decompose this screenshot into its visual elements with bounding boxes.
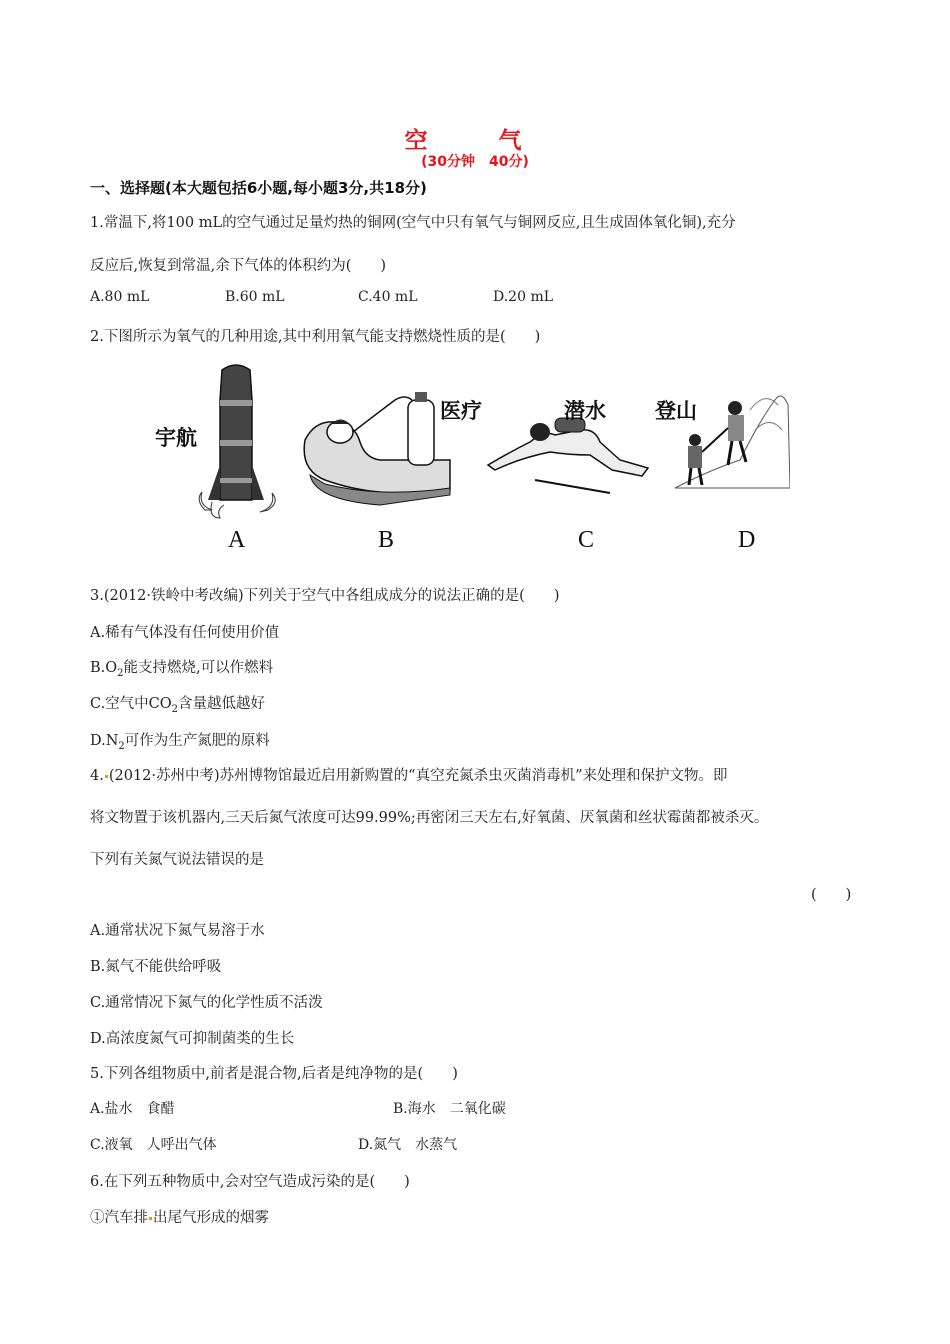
stray-mark-2 xyxy=(149,1217,152,1220)
label-mountaineering: 登山 xyxy=(655,399,697,423)
label-diving: 潜水 xyxy=(564,399,606,423)
q3-option-c-pre: C.空气中CO xyxy=(90,696,172,712)
q1-option-a: A.80 mL xyxy=(90,289,150,305)
letter-b: B xyxy=(378,527,395,553)
q4-line1-text: (2012·苏州中考)苏州博物馆最近启用新购置的“真空充氮杀虫灭菌消毒机”来处理和保护文物。即 xyxy=(108,768,728,784)
rocket-illustration xyxy=(199,365,275,518)
oxygen-uses-figure xyxy=(150,360,790,555)
q3-option-a: A.稀有气体没有任何使用价值 xyxy=(90,625,280,641)
q4-number: 4. xyxy=(90,768,104,784)
q6-item-1-post: 出尾气形成的烟雾 xyxy=(153,1210,269,1226)
section-heading: 一、选择题(本大题包括6小题,每小题3分,共18分) xyxy=(90,179,427,197)
q3-option-d-sub: 2 xyxy=(118,740,125,752)
letter-d: D xyxy=(738,527,756,553)
q1-option-d: D.20 mL xyxy=(493,289,554,305)
q1-option-c: C.40 mL xyxy=(358,289,418,305)
q5-option-d: D.氮气 水蒸气 xyxy=(358,1137,458,1153)
label-astronautics: 宇航 xyxy=(155,426,197,450)
q3-option-b xyxy=(90,656,273,679)
q3-text: 3.(2012·铁岭中考改编)下列关于空气中各组成成分的说法正确的是( ) xyxy=(90,588,560,604)
q3-option-b-sub: 2 xyxy=(117,667,124,679)
q6-text: 6.在下列五种物质中,会对空气造成污染的是( ) xyxy=(90,1174,410,1190)
q4-answer-paren: ( ) xyxy=(811,887,852,903)
q5-option-a: A.盐水 食醋 xyxy=(90,1101,175,1117)
q4-line1 xyxy=(90,764,728,785)
q4-option-b: B.氮气不能供给呼吸 xyxy=(90,959,222,975)
q3-option-d-post: 可作为生产氮肥的原料 xyxy=(124,733,270,749)
diver-illustration xyxy=(488,418,648,493)
q5-option-b: B.海水 二氧化碳 xyxy=(393,1101,506,1117)
q3-option-b-post: 能支持燃烧,可以作燃料 xyxy=(123,660,274,676)
q5-text: 5.下列各组物质中,前者是混合物,后者是纯净物的是( ) xyxy=(90,1066,458,1082)
q4-option-c: C.通常情况下氮气的化学性质不活泼 xyxy=(90,995,323,1011)
q3-option-c-post: 含量越低越好 xyxy=(178,696,266,712)
patient-illustration xyxy=(304,392,450,505)
label-medical: 医疗 xyxy=(440,399,482,423)
letter-a: A xyxy=(228,527,246,553)
stray-mark xyxy=(105,775,108,778)
q1-line2: 反应后,恢复到常温,余下气体的体积约为( ) xyxy=(90,258,387,274)
page-subtitle: (30分钟 40分) xyxy=(421,154,529,170)
q4-option-d: D.高浓度氮气可抑制菌类的生长 xyxy=(90,1031,295,1047)
q4-option-a: A.通常状况下氮气易溶于水 xyxy=(90,923,265,939)
q4-line2: 将文物置于该机器内,三天后氮气浓度可达99.99%;再密闭三天左右,好氧菌、厌氧菌和丝状霉菌都被杀灭。 xyxy=(90,810,769,826)
q3-option-d-pre: D.N xyxy=(90,733,119,749)
q6-item-1 xyxy=(90,1206,269,1227)
q3-option-c xyxy=(90,692,265,715)
q6-item-1-pre: ①汽车排 xyxy=(90,1210,148,1226)
q3-option-c-sub: 2 xyxy=(171,703,179,715)
page-title: 空 气 xyxy=(404,128,546,154)
letter-c: C xyxy=(578,527,595,553)
q3-option-b-pre: B.O xyxy=(90,660,118,676)
q1-line1: 1.常温下,将100 mL的空气通过足量灼热的铜网(空气中只有氧气与铜网反应,且生成固体氧化铜),充分 xyxy=(90,215,736,231)
q4-line3: 下列有关氮气说法错误的是 xyxy=(90,852,264,868)
q5-option-c: C.液氧 人呼出气体 xyxy=(90,1137,217,1153)
q2-text: 2.下图所示为氧气的几种用途,其中利用氧气能支持燃烧性质的是( ) xyxy=(90,329,541,345)
q3-option-d xyxy=(90,729,270,752)
q1-option-b: B.60 mL xyxy=(225,289,285,305)
